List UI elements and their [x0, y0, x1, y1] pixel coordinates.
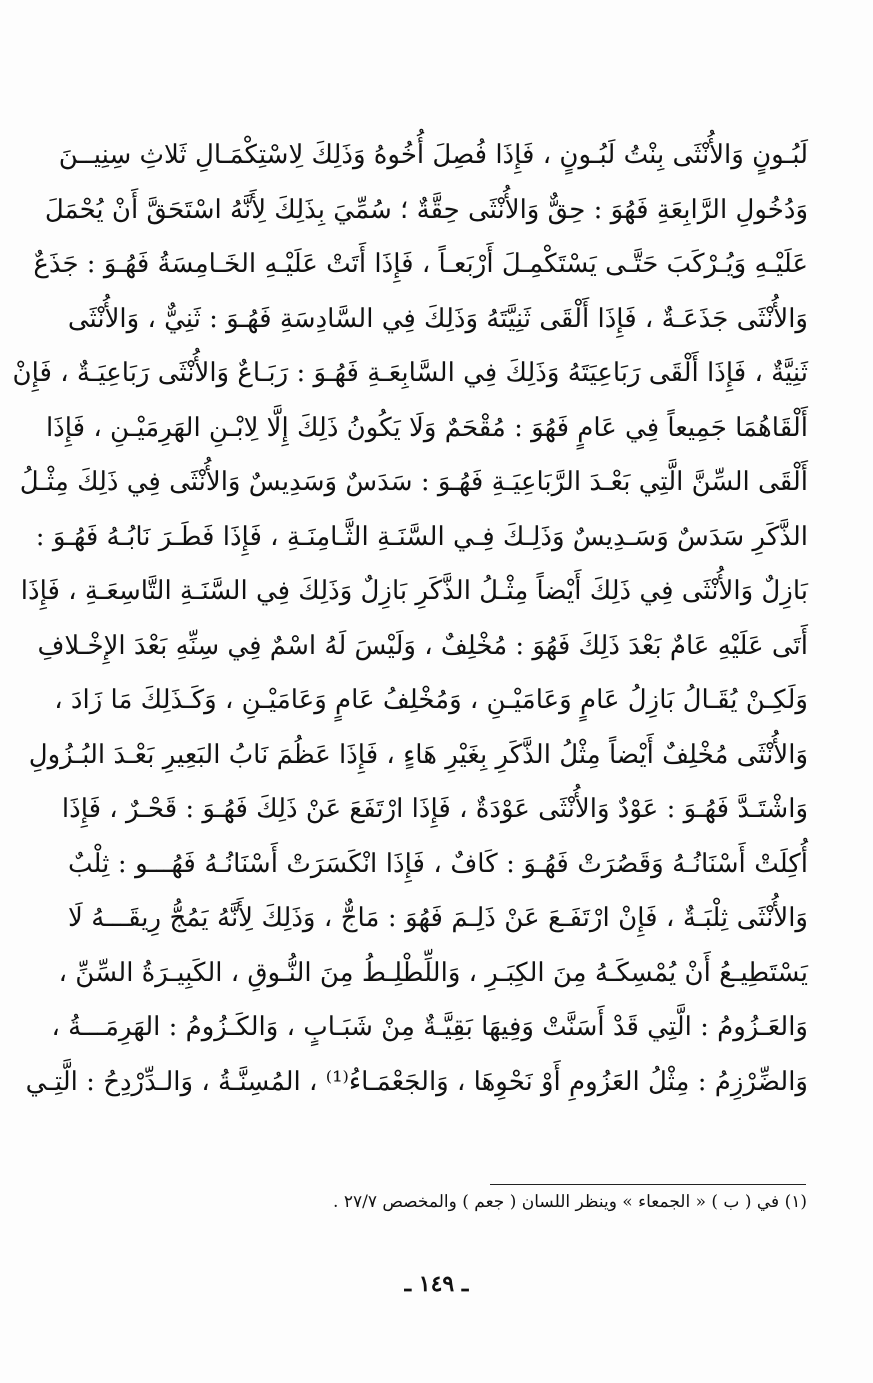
text-line: وَلَكِـنْ يُقَـالُ بَازِلُ عَامٍ وَعَامَيْـنِ ، وَمُخْلِفُ عَامٍ وَعَامَيْـنِ ، وَكَـذَلِكَ مَا زَادَ ،: [54, 685, 808, 715]
text-line: ثَنِيَّةٌ ، فَإِذَا أَلْقَى رَبَاعِيَتَهُ وَذَلِكَ فِي السَّابِعَـةِ فَهُـوَ : رَبَـاعٌ وَالأُنْثَى رَبَاعِيَـةٌ ، فَإِنْ: [12, 358, 808, 388]
text-line: أُكِلَتْ أَسْنَانُـهُ وَقَصُرَتْ فَهُـوَ : كَافٌ ، فَإِذَا انْكَسَرَتْ أَسْنَانُـهُ فَهُـــو : ثِلْبٌ: [68, 848, 808, 879]
text-line: عَلَيْـهِ وَيُـرْكَبَ حَتَّـى يَسْتَكْمِـلَ أَرْبَعـاً ، فَإِذَا أَتَتْ عَلَيْـهِ الخَـامِسَةُ فَهُـوَ : جَذَعٌ: [33, 249, 808, 279]
text-line: يَسْتَطِيـعُ أَنْ يُمْسِكَـهُ مِنَ الكِبَـرِ ، وَاللِّطْلِـطُ مِنَ النُّـوقِ ، الكَبِيـرَةُ السِّنِّ ،: [58, 957, 808, 988]
text-line: وَالأُنْثَى مُخْلِفٌ أَيْضاً مِثْلُ الذَّكَرِ بِغَيْرِ هَاءٍ ، فَإِذَا عَظُمَ نَابُ البَعِيرِ بَعْـدَ البُـزُولِ: [28, 739, 808, 770]
text-line: وَالأُنْثَى جَذَعَـةٌ ، فَإِذَا أَلْقَى ثَنِيَّتَهُ وَذَلِكَ فِي السَّادِسَةِ فَهُـوَ : ثَنِيٌّ ، وَالأُنْثَى: [67, 303, 808, 334]
text-line: وَاشْتَـدَّ فَهُـوَ : عَوْدٌ وَالأُنْثَى عَوْدَةٌ ، فَإِذَا ارْتَفَعَ عَنْ ذَلِكَ فَهُـوَ : قَحْـرٌ ، فَإِذَا: [61, 794, 808, 824]
main-text-block: [12, 128, 808, 1109]
text-line: وَالضِّرْزِمُ : مِثْلُ العَزُومِ أَوْ نَحْوِهَا ، وَالجَعْمَـاءُ⁽¹⁾ ، المُسِنَّـةُ ، وَالـدِّرْدِحُ : الَّتِـي: [25, 1066, 808, 1097]
text-line: لَبُـونٍ وَالأُنْثَى بِنْتُ لَبُـونٍ ، فَإِذَا فُصِلَ أُخُوهُ وَذَلِكَ لِاسْتِكْمَـالِ ثَلاثِ سِنِيــنَ: [58, 140, 808, 170]
text-line: وَالعَـزُومُ : الَّتِي قَدْ أَسَنَّتْ وَفِيهَا بَقِيَّـةٌ مِنْ شَبَـابٍ ، وَالكَـزُومُ : الهَرِمَـــةُ ،: [51, 1012, 808, 1042]
text-line: بَازِلٌ وَالأُنْثَى فِي ذَلِكَ أَيْضاً مِثْـلُ الذَّكَرِ بَازِلٌ وَذَلِكَ فِي السَّنَـةِ التَّاسِعَـةِ ، فَإِذَا: [20, 576, 808, 606]
text-line: أَلْقَاهُمَا جَمِيعاً فِي عَامٍ فَهُوَ : مُقْحَمٌ وَلَا يَكُونُ ذَلِكَ إِلَّا لِابْـنِ الهَرِمَيْـنِ ، فَإِذَا: [45, 412, 808, 443]
footnote: (١) في ( ب ) « الجمعاء » وينظر اللسان ( جعم ) والمخصص ٢٧/٧ .: [333, 1192, 807, 1212]
text-line: وَدُخُولِ الرَّابِعَةِ فَهُوَ : حِقٌّ وَالأُنْثَى حِقَّةٌ ؛ سُمِّيَ بِذَلِكَ لِأَنَّهُ اسْتَحَقَّ أَنْ يُحْمَلَ: [44, 194, 808, 225]
footnote-separator: [490, 1184, 806, 1185]
text-line: أَتَى عَلَيْهِ عَامٌ بَعْدَ ذَلِكَ فَهُوَ : مُخْلِفٌ ، وَلَيْسَ لَهُ اسْمٌ فِي سِنِّهِ بَعْدَ الإِخْـلافِ: [37, 630, 808, 661]
page-number: ـ ١٤٩ ـ: [404, 1271, 469, 1297]
text-line: أَلْقَى السِّنَّ الَّتِي بَعْـدَ الرَّبَاعِيَـةِ فَهُـوَ : سَدَسٌ وَسَدِيسٌ وَالأُنْثَى فِي ذَلِكَ مِثْـلُ: [19, 467, 808, 497]
text-line: الذَّكَرِ سَدَسٌ وَسَـدِيسٌ وَذَلِـكَ فِـي السَّنَـةِ الثَّـامِنَـةِ ، فَإِذَا فَطَـرَ نَابُـهُ فَهُـوَ :: [35, 521, 808, 552]
text-line: وَالأُنْثَى ثِلْبَـةٌ ، فَإِنْ ارْتَفَـعَ عَنْ ذَلِـمَ فَهُوَ : مَاجٌّ ، وَذَلِكَ لِأَنَّهُ يَمُجُّ رِيقَـــهُ لَا: [68, 903, 808, 933]
